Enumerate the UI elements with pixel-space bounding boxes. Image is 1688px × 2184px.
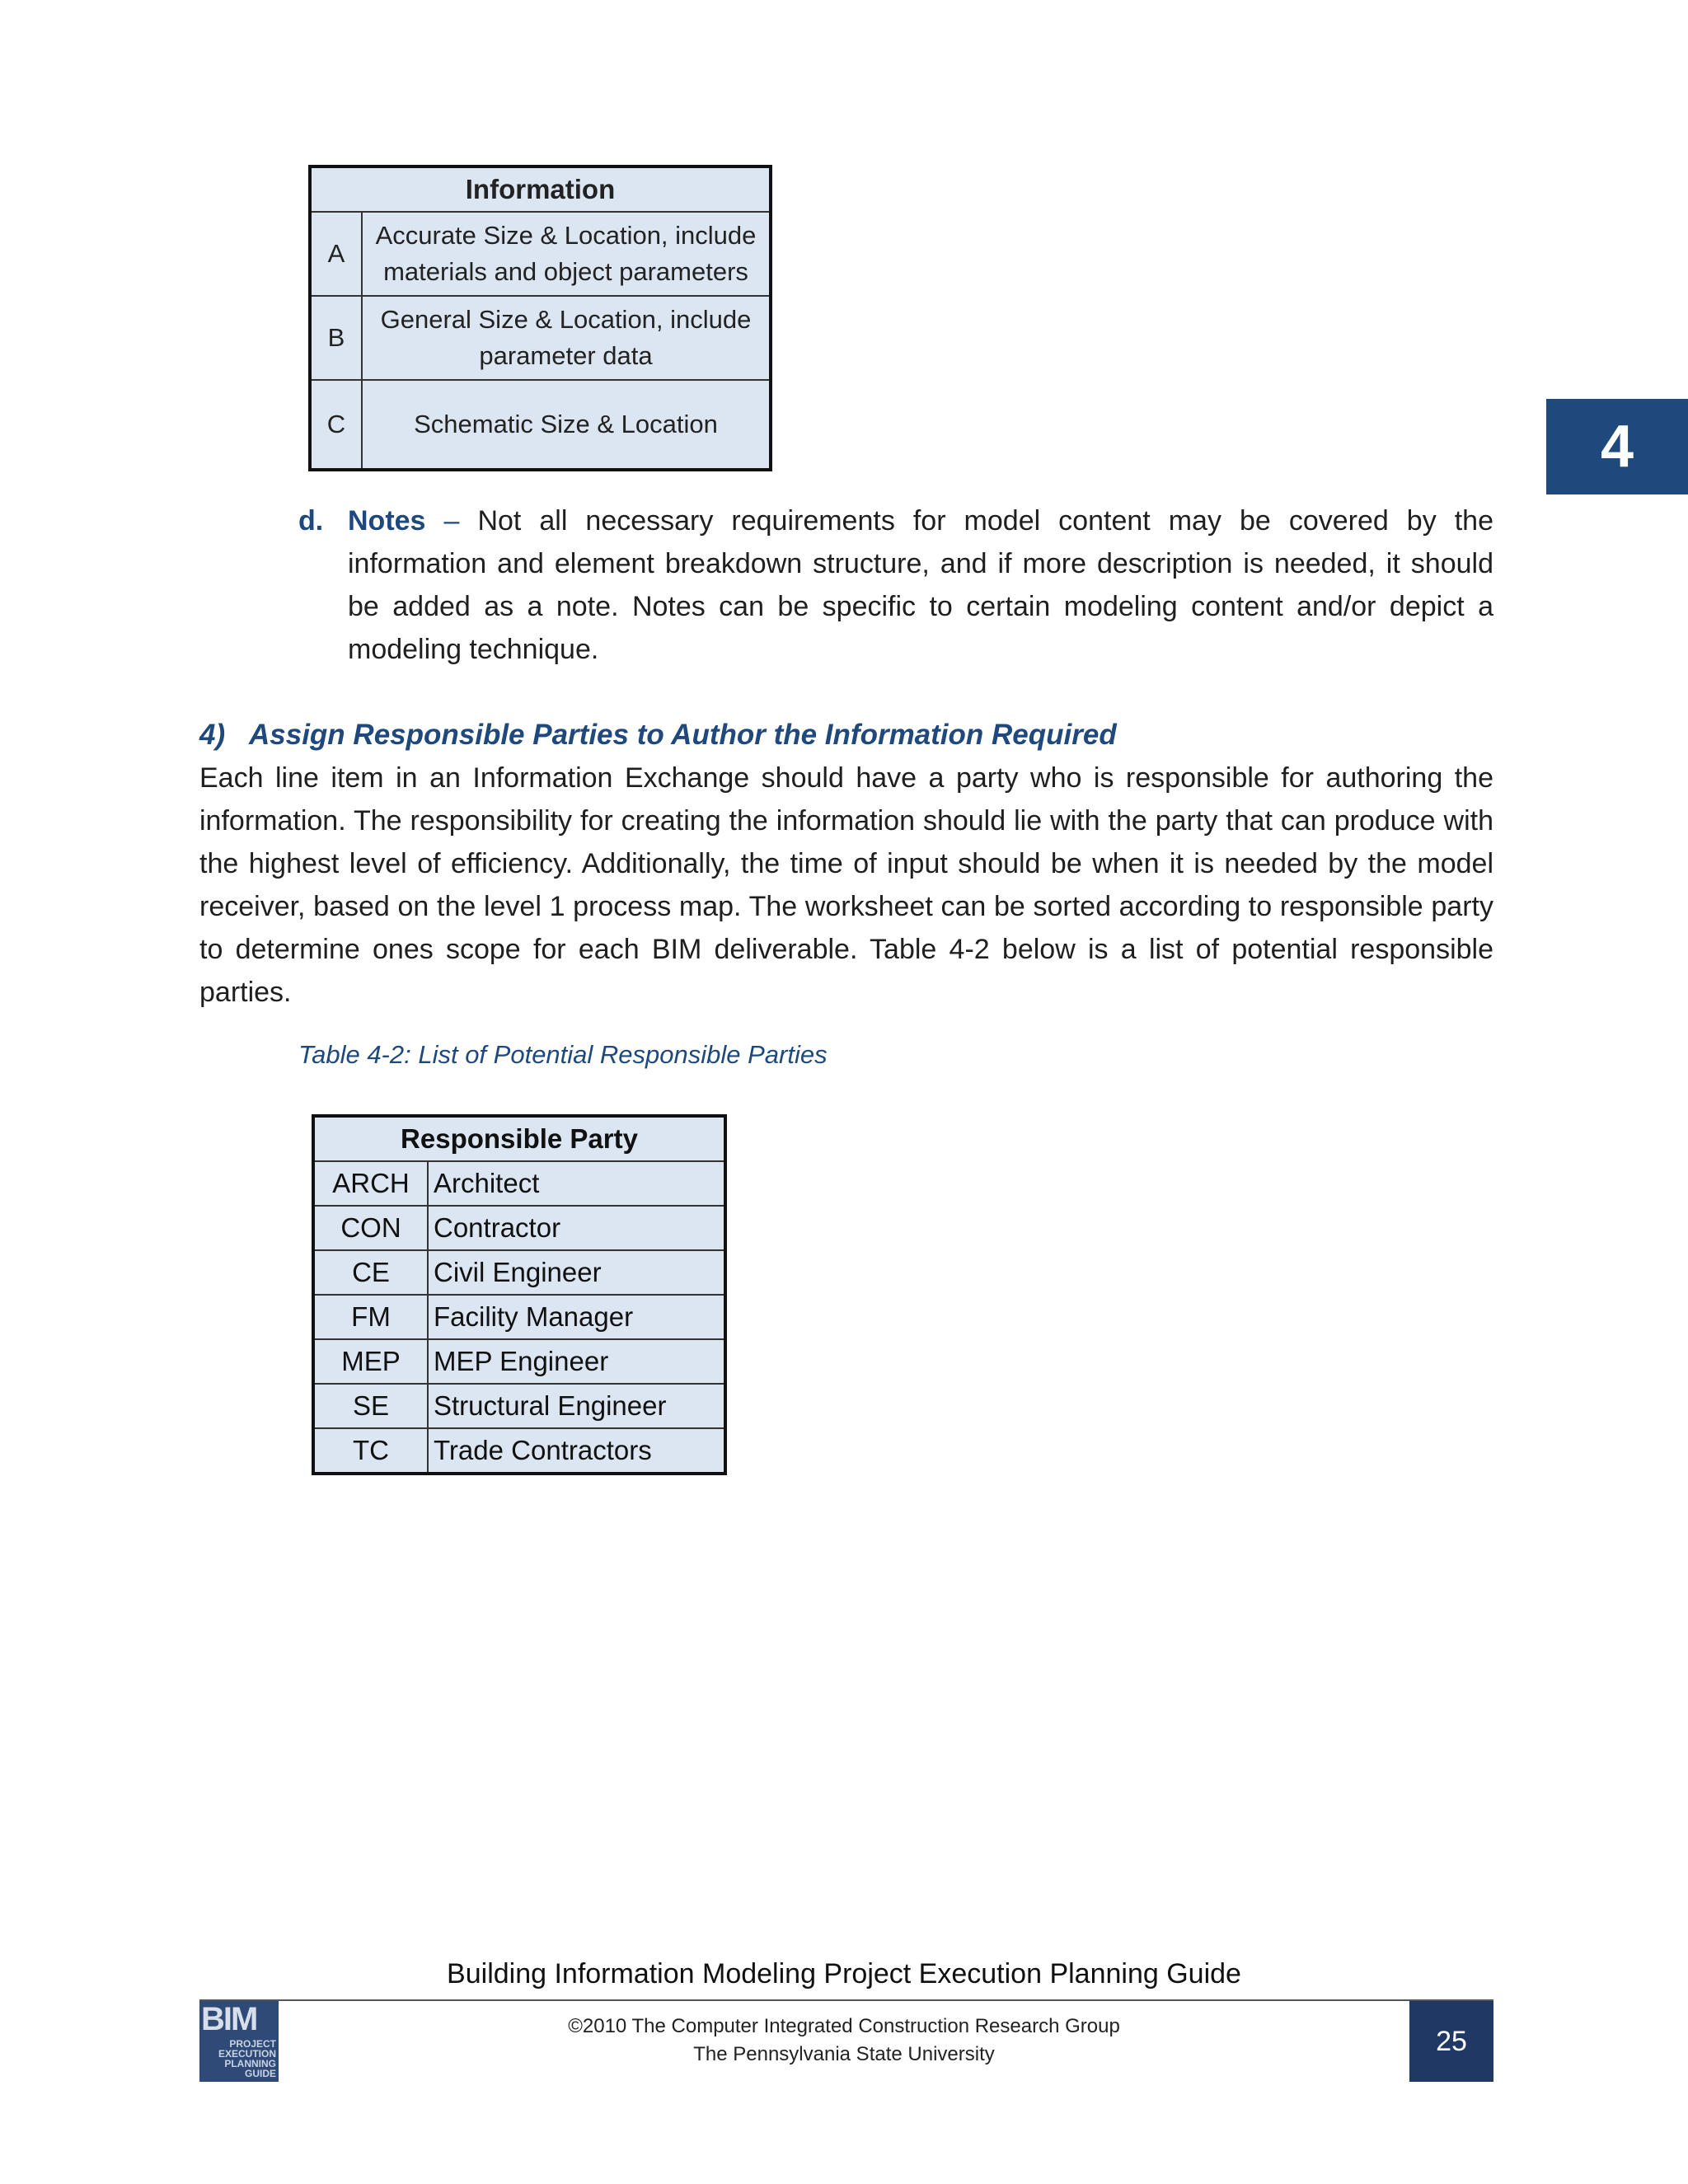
party-code: ARCH [313,1161,428,1206]
chapter-tab: 4 [1546,399,1688,494]
party-code: SE [313,1384,428,1428]
party-table-header: Responsible Party [313,1116,725,1161]
notes-dash: – [443,505,460,537]
footer-divider [199,1999,1493,2001]
table-row [313,1384,725,1428]
logo-subtext: PROJECT EXECUTION PLANNING GUIDE [218,2038,276,2079]
notes-title: Notes [348,505,426,537]
party-code: CON [313,1206,428,1250]
party-name: Architect [428,1161,725,1206]
section-title: Assign Responsible Parties to Author the Information Required [249,719,1117,751]
party-name: Structural Engineer [428,1384,725,1428]
logo-text: BIM [201,2001,257,2037]
party-code: MEP [313,1339,428,1384]
table-row [313,1428,725,1474]
info-description: Accurate Size & Location, include materials and object parameters [362,212,771,296]
responsible-party-table [312,1114,727,1475]
info-key: B [310,296,362,380]
copyright-line: ©2010 The Computer Integrated Construction Research Group [568,2015,1120,2037]
info-description: General Size & Location, include parameter data [362,296,771,380]
party-name: Trade Contractors [428,1428,725,1474]
table-row [310,296,771,380]
table-row [313,1250,725,1295]
section-number: 4) [199,719,226,751]
information-table [308,165,772,471]
section-heading [199,714,1493,757]
table-row [310,380,771,470]
section-paragraph: Each line item in an Information Exchange should have a party who is responsible for authoring the information. The responsibility for creating the information should lie with the party that can produce with the highest level of efficiency. Additionally, the time of input should be when it is needed by the model receiver, based on the level 1 process map. The worksheet can be sorted according to responsible party to determine ones scope for each BIM deliverable. Table 4-2 below is a list of potential responsible parties. [199,762,1493,1008]
party-name: Contractor [428,1206,725,1250]
party-name: Civil Engineer [428,1250,725,1295]
party-name: Facility Manager [428,1295,725,1339]
table-row [313,1295,725,1339]
notes-text: Not all necessary requirements for model content may be covered by the information and element breakdown structure, and if more description is needed, it should be added as a note. Notes can be specific to certain modeling content and/or depict a modeling technique. [348,505,1493,665]
information-table-header: Information [310,166,771,212]
info-description: Schematic Size & Location [362,380,771,470]
party-name: MEP Engineer [428,1339,725,1384]
page-number: 25 [1409,2001,1493,2082]
info-key: A [310,212,362,296]
info-key: C [310,380,362,470]
table-row [310,212,771,296]
party-code: CE [313,1250,428,1295]
list-label: d. [298,505,324,537]
table-row [313,1339,725,1384]
university-line: The Pennsylvania State University [693,2043,995,2065]
table-row [313,1206,725,1250]
party-code: TC [313,1428,428,1474]
notes-paragraph [298,499,1493,671]
party-code: FM [313,1295,428,1339]
table-caption: Table 4-2: List of Potential Responsible Parties [298,1040,828,1069]
footer-title: Building Information Modeling Project Execution Planning Guide [447,1958,1241,1990]
table-row [313,1161,725,1206]
